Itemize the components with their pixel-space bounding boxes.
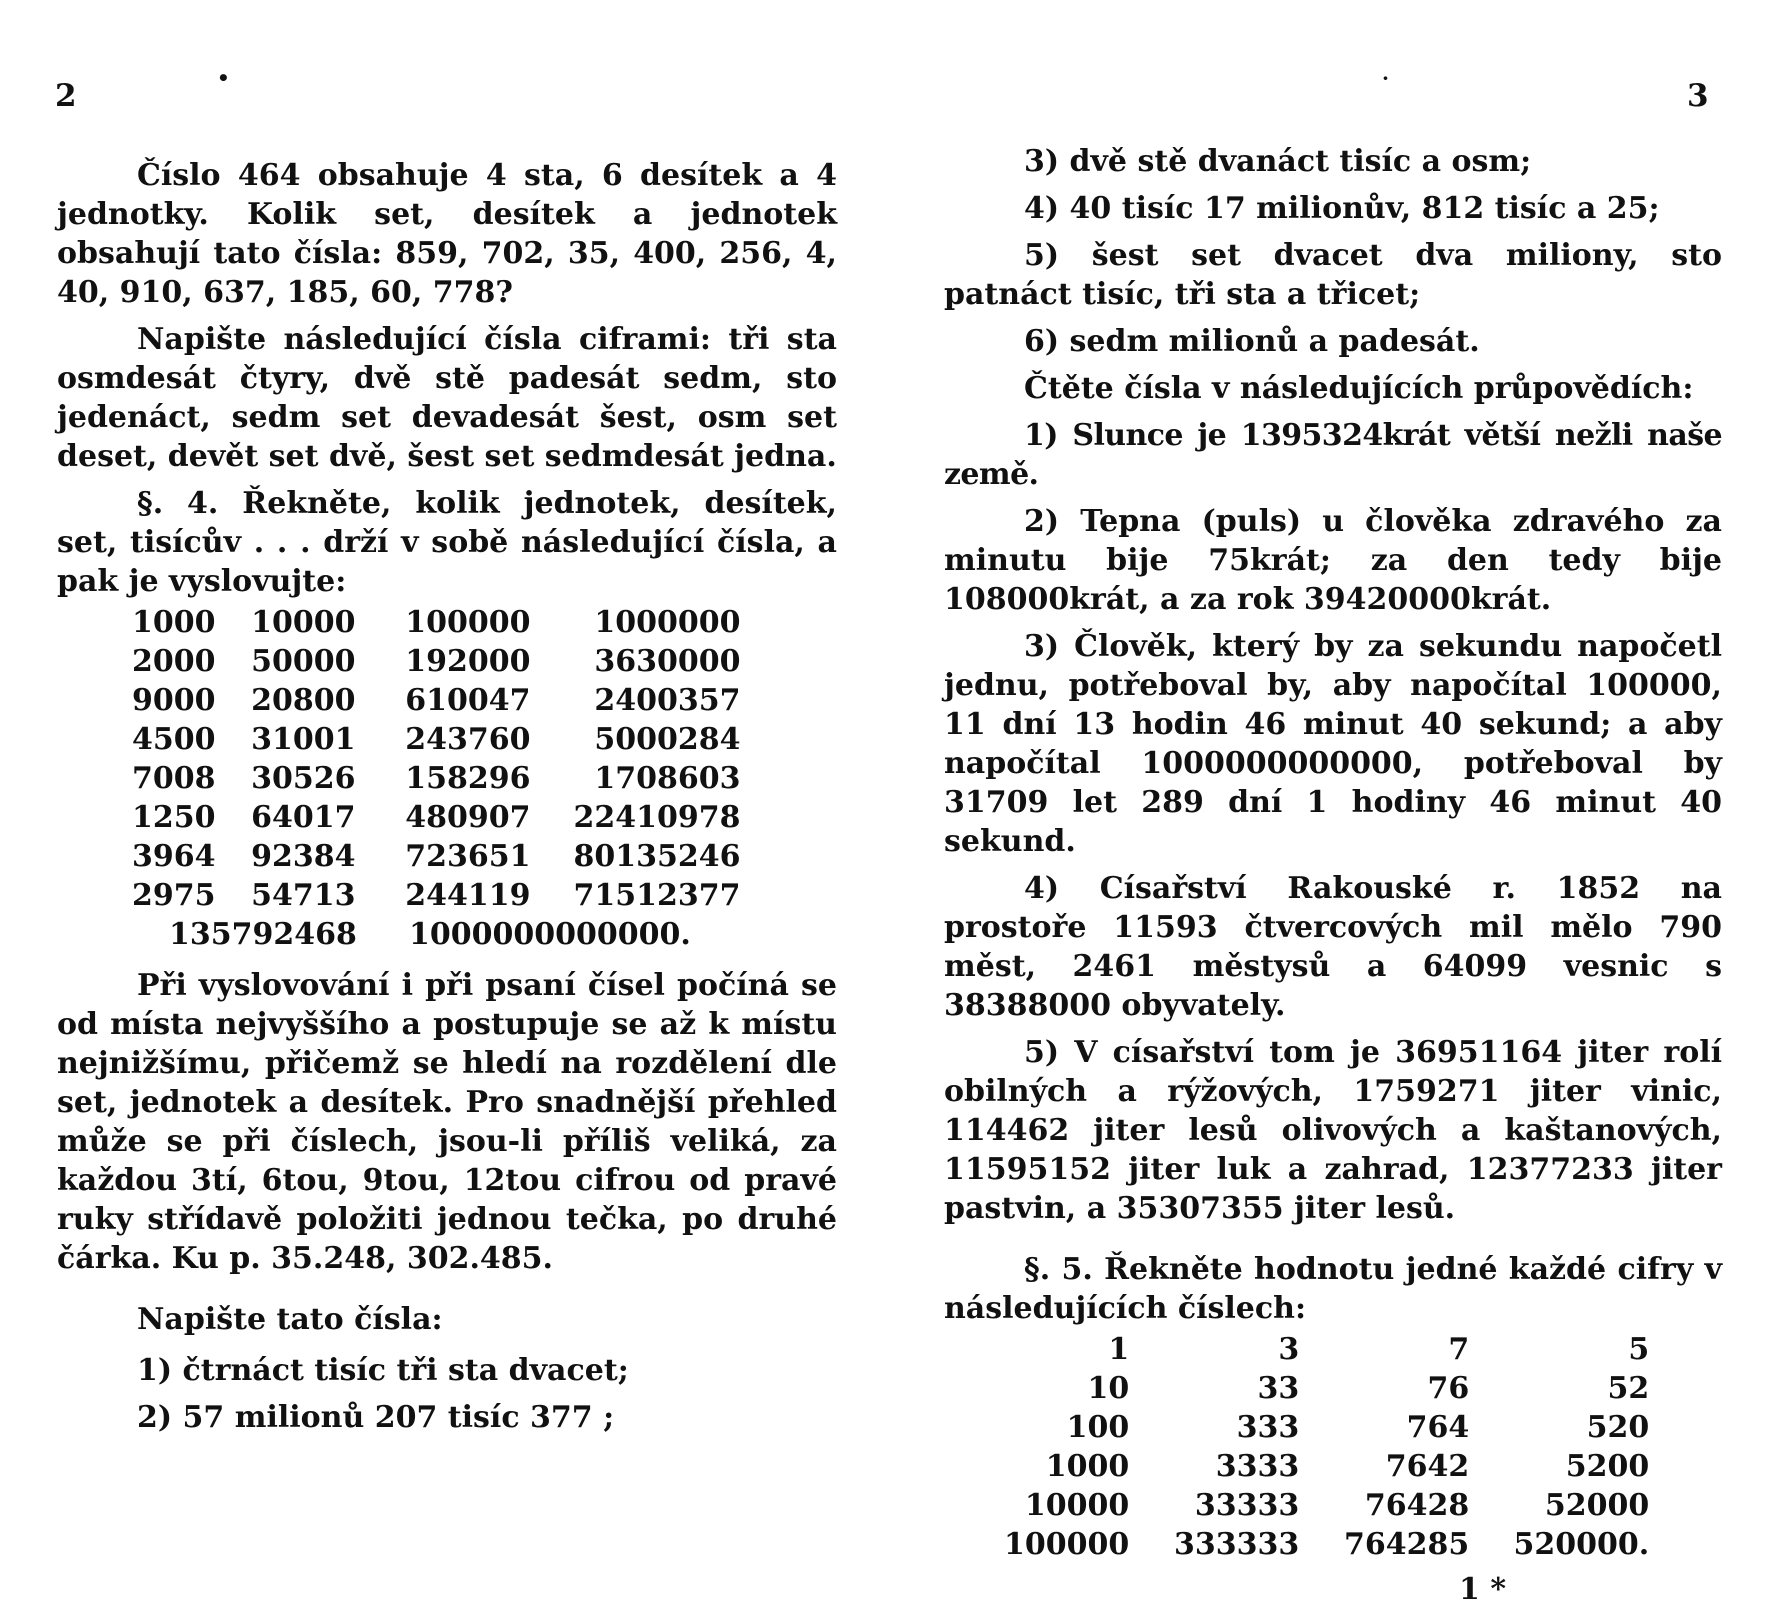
digits-table-cell: 7 — [1448, 1332, 1470, 1367]
fact-5: 5) V císařství tom je 36951164 jiter rolí obilných a rýžových, 1759271 jiter vinic, 114462 jiter lesů olivových a kaštanových, 11595152 jiter luk a zahrad, 12377233 jiter pastvin, a 35307355 jiter lesů. — [944, 1035, 1722, 1226]
numbers-table-cell: 1000000 — [594, 605, 741, 640]
exercise-item-2: 2) 57 milionů 207 tisíc 377 ; — [137, 1400, 615, 1435]
section-4-paragraph: §. 4. Řekněte, kolik jednotek, desítek, set, tisícův . . . drží v sobě následující čísla, a pak je vyslovujte: — [57, 486, 837, 599]
digits-table-cell: 5 — [1628, 1332, 1650, 1367]
numbers-table-cell: 50000 — [251, 644, 356, 679]
digits-table-cell: 3 — [1278, 1332, 1300, 1367]
fact-4: 4) Císařství Rakouské r. 1852 na prostoře 11593 čtvercových mil mělo 790 měst, 2461 městysů a 64099 vesnic s 38388000 obyvately. — [944, 871, 1722, 1023]
exercise-item-5: 5) šest set dvacet dva miliony, sto patnáct tisíc, tři sta a třicet; — [944, 238, 1722, 312]
section-5-paragraph: §. 5. Řekněte hodnotu jedné každé cifry v následujících číslech: — [944, 1252, 1722, 1326]
numbers-table-cell: 3630000 — [594, 644, 741, 679]
digits-table-row — [1004, 1525, 1649, 1564]
numbers-table-cell: 4500 — [132, 722, 216, 757]
digits-table-cell: 10000 — [1024, 1488, 1130, 1523]
numbers-table-cell: 2400357 — [594, 683, 741, 718]
digits-table-cell: 52 — [1607, 1371, 1650, 1406]
intro-paragraph: Číslo 464 obsahuje 4 sta, 6 desítek a 4 jednotky. Kolik set, desítek a jednotek obsahují tato čísla: 859, 702, 35, 400, 256, 4, 40, 910, 637, 185, 60, 778? — [57, 158, 837, 310]
left-page — [0, 0, 887, 1500]
numbers-table-cell: 9000 — [132, 683, 216, 718]
fact-2: 2) Tepna (puls) u člověka zdravého za minutu bije 75krát; za den tedy bije 108000krát, a za rok 39420000krát. — [944, 504, 1722, 617]
numbers-table-cell: 192000 — [405, 644, 531, 679]
signature-mark: 1 * — [1459, 1572, 1507, 1607]
digits-table-cell: 333 — [1236, 1410, 1300, 1445]
page-number-right: 3 — [1687, 78, 1709, 114]
digits-table-cell: 764 — [1406, 1410, 1470, 1445]
numbers-table-cell: 1000 — [132, 605, 216, 640]
numbers-table-cell: 64017 — [251, 800, 356, 835]
read-heading: Čtěte čísla v následujících průpovědích: — [1024, 371, 1694, 406]
digits-table-cell: 764285 — [1344, 1527, 1470, 1562]
digits-table-cell: 100 — [1066, 1410, 1130, 1445]
exercise-item-3: 3) dvě stě dvanáct tisíc a osm; — [1024, 144, 1532, 179]
numbers-table-row — [132, 681, 741, 720]
digits-table-cell: 10 — [1087, 1371, 1130, 1406]
digits-table-cell: 333333 — [1174, 1527, 1300, 1562]
digits-table-cell: 3333 — [1215, 1449, 1300, 1484]
numbers-table-cell: 1708603 — [594, 761, 741, 796]
exercise-item-1: 1) čtrnáct tisíc tři sta dvacet; — [137, 1353, 629, 1388]
reading-rule-paragraph: Při vyslovování i při psaní čísel počíná se od místa nejvyššího a postupuje se až k místu nejnižšímu, přičemž se hledí na rozdělení dle set, jednotek a desítek. Pro snadnější přehled může se při číslech, jsou-li příliš veliká, za každou 3tí, 6tou, 9tou, 12tou cifrou od pravé ruky střídavě položiti jednou tečka, po druhé čárka. Ku p. 35.248, 302.485. — [57, 968, 837, 1276]
print-speck: · — [1382, 66, 1389, 90]
numbers-table-cell: 31001 — [251, 722, 356, 757]
numbers-table-row — [132, 603, 741, 642]
numbers-table-cell: 71512377 — [573, 878, 741, 913]
numbers-table-cell: 100000 — [405, 605, 531, 640]
numbers-table-cell: 30526 — [251, 761, 356, 796]
numbers-table-cell: 22410978 — [573, 800, 741, 835]
numbers-table-cell: 480907 — [405, 800, 531, 835]
numbers-table-cell: 7008 — [132, 761, 216, 796]
fact-3: 3) Člověk, který by za sekundu napočetl jednu, potřeboval by, aby napočítal 100000, 11 dní 13 hodin 46 minut 40 sekund; a aby napočítal 1000000000000, potřeboval by 31709 let 289 dní 1 hodiny 46 minut 40 sekund. — [944, 629, 1722, 859]
digits-table-row — [1004, 1330, 1649, 1369]
numbers-table-row — [132, 720, 741, 759]
digits-table-cell: 5200 — [1565, 1449, 1650, 1484]
fact-1: 1) Slunce je 1395324krát větší nežli naše země. — [944, 418, 1722, 492]
digits-table-cell: 1000 — [1045, 1449, 1130, 1484]
numbers-table-cell: 243760 — [405, 722, 531, 757]
numbers-table-row — [132, 759, 741, 798]
numbers-table-cell: 723651 — [405, 839, 531, 874]
numbers-table-row — [132, 798, 741, 837]
numbers-table-cell: 80135246 — [573, 839, 741, 874]
numbers-table-cell: 92384 — [251, 839, 356, 874]
digits-table-row — [1004, 1447, 1649, 1486]
numbers-table-cell: 2975 — [132, 878, 216, 913]
numbers-extra-row — [57, 915, 837, 954]
numbers-table-cell: 244119 — [405, 878, 531, 913]
numbers-table-cell: 20800 — [251, 683, 356, 718]
digits-table-cell: 52000 — [1544, 1488, 1650, 1523]
left-text-column — [57, 156, 837, 1445]
digits-table-cell: 1 — [1108, 1332, 1130, 1367]
numbers-table — [132, 603, 741, 915]
write-these-heading: Napište tato čísla: — [137, 1302, 443, 1337]
numbers-table-cell: 1250 — [132, 800, 216, 835]
digits-table-cell: 100000 — [1004, 1527, 1130, 1562]
digits-table — [1004, 1330, 1649, 1564]
digits-table-cell: 520 — [1586, 1410, 1650, 1445]
right-page — [887, 0, 1774, 1607]
digits-table-cell: 33333 — [1194, 1488, 1300, 1523]
digits-table-row — [1004, 1408, 1649, 1447]
numbers-table-cell: 2000 — [132, 644, 216, 679]
numbers-table-cell: 5000284 — [594, 722, 741, 757]
digits-table-row — [1004, 1369, 1649, 1408]
numbers-table-row — [132, 642, 741, 681]
numbers-table-cell: 158296 — [405, 761, 531, 796]
digits-table-row — [1004, 1486, 1649, 1525]
numbers-table-row — [132, 876, 741, 915]
numbers-extra-2: 1000000000000. — [409, 917, 691, 952]
numbers-table-cell: 3964 — [132, 839, 216, 874]
digits-table-cell: 76 — [1427, 1371, 1470, 1406]
print-speck: • — [217, 66, 230, 90]
page-number-left: 2 — [55, 78, 77, 114]
digits-table-cell: 7642 — [1385, 1449, 1470, 1484]
digits-table-cell: 520000. — [1513, 1527, 1650, 1562]
exercise-item-4: 4) 40 tisíc 17 milionův, 812 tisíc a 25; — [1024, 191, 1660, 226]
numbers-table-row — [132, 837, 741, 876]
digits-table-cell: 76428 — [1364, 1488, 1470, 1523]
numbers-table-cell: 610047 — [405, 683, 531, 718]
right-text-column — [944, 142, 1722, 1607]
exercise-item-6: 6) sedm milionů a padesát. — [1024, 324, 1480, 359]
numbers-extra-1: 135792468 — [169, 917, 357, 952]
write-task-paragraph: Napište následující čísla ciframi: tři sta osmdesát čtyry, dvě stě padesát sedm, sto jedenáct, sedm set devadesát šest, osm set deset, devět set dvě, šest set sedmdesát jedna. — [57, 322, 837, 474]
digits-table-cell: 33 — [1257, 1371, 1300, 1406]
numbers-table-cell: 54713 — [251, 878, 356, 913]
numbers-table-cell: 10000 — [251, 605, 356, 640]
